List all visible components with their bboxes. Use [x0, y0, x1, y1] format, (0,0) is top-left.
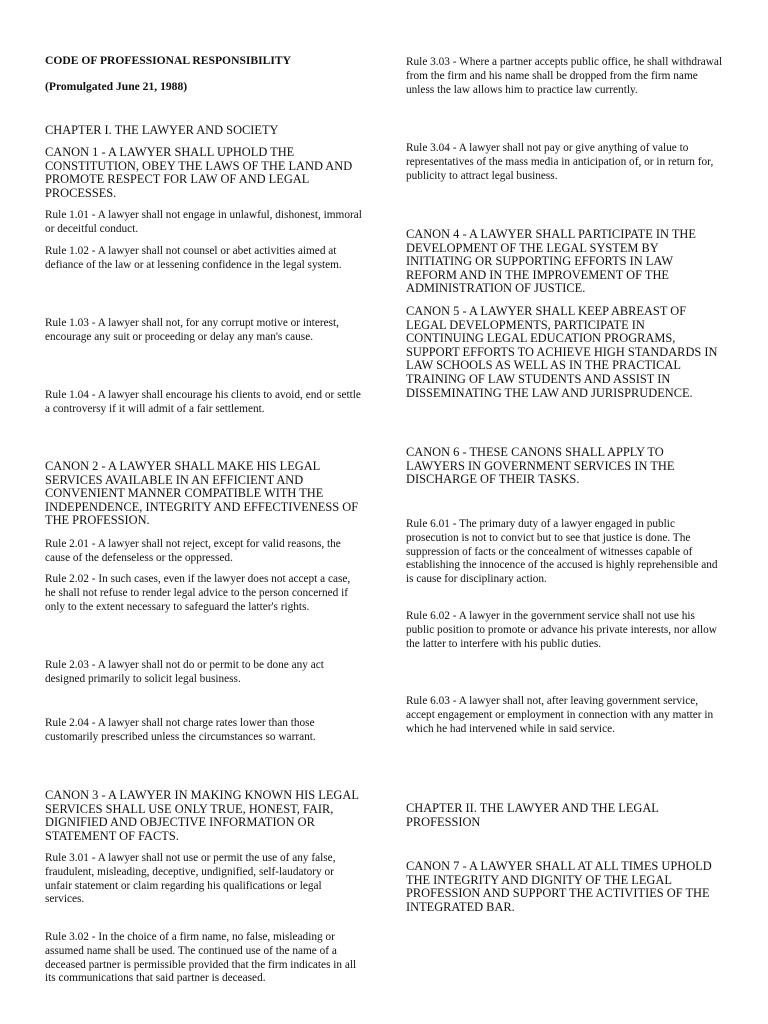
rule-1-01: Rule 1.01 - A lawyer shall not engage in unlawful, dishonest, immoral or deceitful conduct.	[45, 209, 362, 235]
chapter-ii: CHAPTER II. THE LAWYER AND THE LEGAL PROFESSION	[406, 801, 659, 829]
rule-6-01: Rule 6.01 - The primary duty of a lawyer engaged in public prosecution is not to convict but to see that justice is done. The suppression of facts or the concealment of witnesses capable of establishing the innocence of the accused is highly reprehensible and is cause for disciplinary action.	[406, 518, 718, 586]
rule-6-02: Rule 6.02 - A lawyer in the government service shall not use his public position to promote or advance his private interests, nor allow the latter to interfere with his public duties.	[406, 610, 717, 650]
rule-2-02: Rule 2.02 - In such cases, even if the lawyer does not accept a case, he shall not refuse to render legal advice to the person concerned if only to the extent necessary to safeguard the latter's rights.	[45, 573, 351, 613]
rule-2-04: Rule 2.04 - A lawyer shall not charge rates lower than those customarily prescribed unless the circumstances so warrant.	[45, 717, 316, 743]
canon-3: CANON 3 - A LAWYER IN MAKING KNOWN HIS LEGAL SERVICES SHALL USE ONLY TRUE, HONEST, FAIR, DIGNIFIED AND OBJECTIVE INFORMATION OR STATEMENT OF FACTS.	[45, 788, 359, 843]
rule-3-02: Rule 3.02 - In the choice of a firm name, no false, misleading or assumed name shall be used. The continued use of the name of a deceased partner is permissible provided that the firm indicates in all its communications that said partner is deceased.	[45, 931, 357, 985]
promulgation-date: (Promulgated June 21, 1988)	[45, 80, 188, 93]
rule-2-03: Rule 2.03 - A lawyer shall not do or permit to be done any act designed primarily to solicit legal business.	[45, 659, 324, 685]
canon-2: CANON 2 - A LAWYER SHALL MAKE HIS LEGAL SERVICES AVAILABLE IN AN EFFICIENT AND CONVENIENT MANNER COMPATIBLE WITH THE INDEPENDENCE, INTEGRITY AND EFFECTIVENESS OF THE PROFESSION.	[45, 459, 359, 528]
rule-3-03: Rule 3.03 - Where a partner accepts public office, he shall withdrawal from the firm and his name shall be dropped from the firm name unless the law allows him to practice law currently.	[406, 56, 723, 96]
rule-1-03: Rule 1.03 - A lawyer shall not, for any corrupt motive or interest, encourage any suit or proceeding or delay any man's cause.	[45, 317, 339, 343]
document-title: CODE OF PROFESSIONAL RESPONSIBILITY	[45, 54, 291, 67]
rule-3-04: Rule 3.04 - A lawyer shall not pay or give anything of value to representatives of the mass media in anticipation of, or in return for, publicity to attract legal business.	[406, 142, 714, 182]
rule-2-01: Rule 2.01 - A lawyer shall not reject, except for valid reasons, the cause of the defenseless or the oppressed.	[45, 538, 341, 564]
canon-5: CANON 5 - A LAWYER SHALL KEEP ABREAST OF LEGAL DEVELOPMENTS, PARTICIPATE IN CONTINUING LEGAL EDUCATION PROGRAMS, SUPPORT EFFORTS TO ACHIEVE HIGH STANDARDS IN LAW SCHOOLS AS WELL AS IN THE PRACTICAL TRAINING OF LAW STUDENTS AND ASSIST IN DISSEMINATING THE LAW AND JURISPRUDENCE.	[406, 304, 718, 400]
canon-7: CANON 7 - A LAWYER SHALL AT ALL TIMES UPHOLD THE INTEGRITY AND DIGNITY OF THE LEGAL PROFESSION AND SUPPORT THE ACTIVITIES OF THE INTEGRATED BAR.	[406, 859, 712, 914]
rule-1-04: Rule 1.04 - A lawyer shall encourage his clients to avoid, end or settle a controversy if it will admit of a fair settlement.	[45, 389, 361, 415]
rule-3-01: Rule 3.01 - A lawyer shall not use or permit the use of any false, fraudulent, misleading, deceptive, undignified, self-laudatory or unfair statement or claim regarding his qualifications or legal services.	[45, 852, 336, 906]
rule-6-03: Rule 6.03 - A lawyer shall not, after leaving government service, accept engagement or employment in connection with any matter in which he had intervened while in said service.	[406, 695, 714, 735]
canon-4: CANON 4 - A LAWYER SHALL PARTICIPATE IN THE DEVELOPMENT OF THE LEGAL SYSTEM BY INITIATING OR SUPPORTING EFFORTS IN LAW REFORM AND IN THE IMPROVEMENT OF THE ADMINISTRATION OF JUSTICE.	[406, 227, 696, 296]
chapter-i: CHAPTER I. THE LAWYER AND SOCIETY	[45, 123, 279, 137]
rule-1-02: Rule 1.02 - A lawyer shall not counsel or abet activities aimed at defiance of the law or at lessening confidence in the legal system.	[45, 245, 342, 271]
canon-6: CANON 6 - THESE CANONS SHALL APPLY TO LAWYERS IN GOVERNMENT SERVICES IN THE DISCHARGE OF THEIR TASKS.	[406, 445, 675, 487]
canon-1: CANON 1 - A LAWYER SHALL UPHOLD THE CONSTITUTION, OBEY THE LAWS OF THE LAND AND PROMOTE RESPECT FOR LAW OF AND LEGAL PROCESSES.	[45, 145, 353, 200]
